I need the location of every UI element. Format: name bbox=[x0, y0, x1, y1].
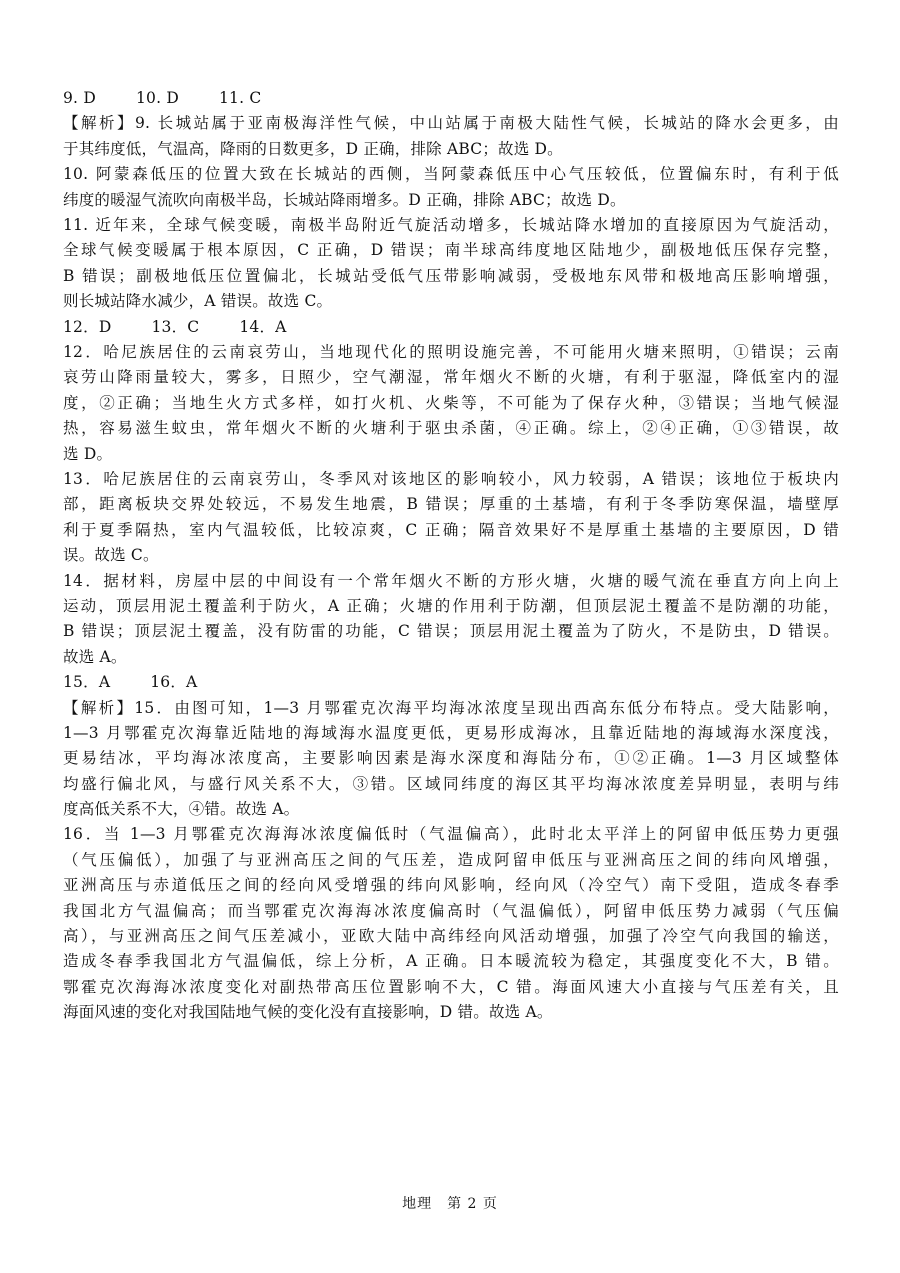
text-line: 度，②正确；当地生火方式多样，如打火机、火柴等，不可能为了保存火种，③错误；当地气候湿 bbox=[63, 393, 839, 412]
answer-line-12-14 bbox=[63, 315, 839, 340]
text-line: 利于夏季隔热，室内气温较低，比较凉爽，C 正确；隔音效果好不是厚重土基墙的主要原因，D 错 bbox=[63, 520, 839, 539]
text-line: 全球气候变暖属于根本原因，C 正确，D 错误；南半球高纬度地区陆地少，副极地低压保存完整， bbox=[63, 241, 839, 260]
text-line: 【解析】15．由图可知，1—3 月鄂霍克次海平均海冰浓度呈现出西高东低分布特点。受大陆影响， bbox=[63, 698, 839, 717]
text-line: 11. 近年来，全球气候变暖，南极半岛附近气旋活动增多，长城站降水增加的直接原因为气旋活动， bbox=[63, 216, 839, 234]
text-line: 亚洲高压与赤道低压之间的经向风受增强的纬向风影响，经向风（冷空气）南下受阻，造成冬春季 bbox=[63, 876, 839, 895]
answer-13: 13．C bbox=[151, 317, 200, 336]
text-line: 纬度的暖湿气流吹向南极半岛，长城站降雨增多。D 正确，排除 ABC；故选 D。 bbox=[63, 190, 626, 209]
answer-15: 15．A bbox=[63, 673, 111, 692]
text-line: 10. 阿蒙森低压的位置大致在长城站的西侧，当阿蒙森低压中心气压较低，位置偏东时，有利于低 bbox=[63, 165, 839, 184]
text-line: 14．据材料，房屋中层的中间设有一个常年烟火不断的方形火塘，火塘的暖气流在垂直方向上向上 bbox=[63, 571, 839, 590]
page-footer: 地理 第 2 页 bbox=[402, 1196, 498, 1212]
answer-10: 10. D bbox=[135, 89, 179, 107]
text-line: 16．当 1—3 月鄂霍克次海海冰浓度偏低时（气温偏高），此时北太平洋上的阿留申低压势力更强 bbox=[63, 825, 839, 844]
text-line: 【解析】9. 长城站属于亚南极海洋性气候，中山站属于南极大陆性气候，长城站的降水会更多，由 bbox=[63, 114, 839, 133]
text-line: 则长城站降水减少，A 错误。故选 C。 bbox=[63, 292, 333, 311]
answer-12: 12．D bbox=[63, 317, 112, 336]
text-line: 均盛行偏北风，与盛行风关系不大，③错。区域同纬度的海区其平均海冰浓度差异明显，表明与纬 bbox=[63, 774, 839, 793]
text-line: 运动，顶层用泥土覆盖利于防火，A 正确；火塘的作用利于防潮，但顶层泥土覆盖不是防潮的功能， bbox=[63, 596, 839, 615]
answer-11: 11. C bbox=[218, 89, 262, 107]
answer-9: 9. D bbox=[63, 89, 96, 107]
answer-line-15-16 bbox=[63, 670, 839, 695]
text-line: B 错误；顶层泥土覆盖，没有防雷的功能，C 错误；顶层用泥土覆盖为了防火，不是防虫，D 错误。 bbox=[63, 622, 839, 641]
text-line: 高），与亚洲高压之间气压差减小，亚欧大陆中高纬经向风活动增强，加强了冷空气向我国的输送， bbox=[63, 927, 839, 946]
text-line: B 错误；副极地低压位置偏北，长城站受低气压带影响减弱，受极地东风带和极地高压影响增强， bbox=[63, 266, 839, 285]
text-line: 海面风速的变化对我国陆地气候的变化没有直接影响，D 错。故选 A。 bbox=[63, 1003, 553, 1022]
text-line: 热，容易滋生蚊虫，常年烟火不断的火塘利于驱虫杀菌，④正确。综上，②④正确，①③错误，故 bbox=[63, 419, 839, 438]
answer-line-9-11 bbox=[63, 86, 839, 111]
text-line: 度高低关系不大，④错。故选 A。 bbox=[63, 800, 300, 819]
text-line: 13．哈尼族居住的云南哀劳山，冬季风对该地区的影响较小，风力较弱，A 错误；该地位于板块内 bbox=[63, 469, 839, 488]
answer-14: 14．A bbox=[239, 317, 287, 336]
text-line: 于其纬度低，气温高，降雨的日数更多，D 正确，排除 ABC；故选 D。 bbox=[63, 139, 563, 158]
answer-16: 16．A bbox=[150, 673, 198, 692]
text-line: 误。故选 C。 bbox=[63, 546, 159, 565]
text-line: （气压偏低），加强了与亚洲高压之间的气压差，造成阿留申低压与亚洲高压之间的纬向风增强， bbox=[63, 850, 839, 869]
text-line: 选 D。 bbox=[63, 444, 113, 463]
text-line: 更易结冰，平均海冰浓度高，主要影响因素是海水深度和海陆分布，①②正确。1—3 月区域整体 bbox=[63, 749, 839, 768]
text-line: 部，距离板块交界处较远，不易发生地震，B 错误；厚重的土基墙，有利于冬季防寒保温，墙壁厚 bbox=[63, 495, 839, 514]
page-body bbox=[63, 86, 839, 1026]
text-line: 哀劳山降雨量较大，雾多，日照少，空气潮湿，常年烟火不断的火塘，有利于驱湿，降低室内的湿 bbox=[63, 368, 839, 387]
text-line: 12．哈尼族居住的云南哀劳山，当地现代化的照明设施完善，不可能用火塘来照明，①错误；云南 bbox=[63, 342, 839, 361]
text-line: 1—3 月鄂霍克次海靠近陆地的海域海水温度更低，更易形成海冰，且靠近陆地的海域海水深度浅， bbox=[63, 723, 839, 742]
text-line: 我国北方气温偏高；而当鄂霍克次海海冰浓度偏高时（气温偏低），阿留申低压势力减弱（气压偏 bbox=[63, 901, 839, 920]
text-line: 鄂霍克次海海冰浓度变化对副热带高压位置影响不大，C 错。海面风速大小直接与气压差有关，且 bbox=[63, 977, 839, 996]
text-line: 故选 A。 bbox=[63, 647, 127, 666]
text-line: 造成冬春季我国北方气温偏低，综上分析，A 正确。日本暖流较为稳定，其强度变化不大，B 错。 bbox=[63, 952, 839, 971]
